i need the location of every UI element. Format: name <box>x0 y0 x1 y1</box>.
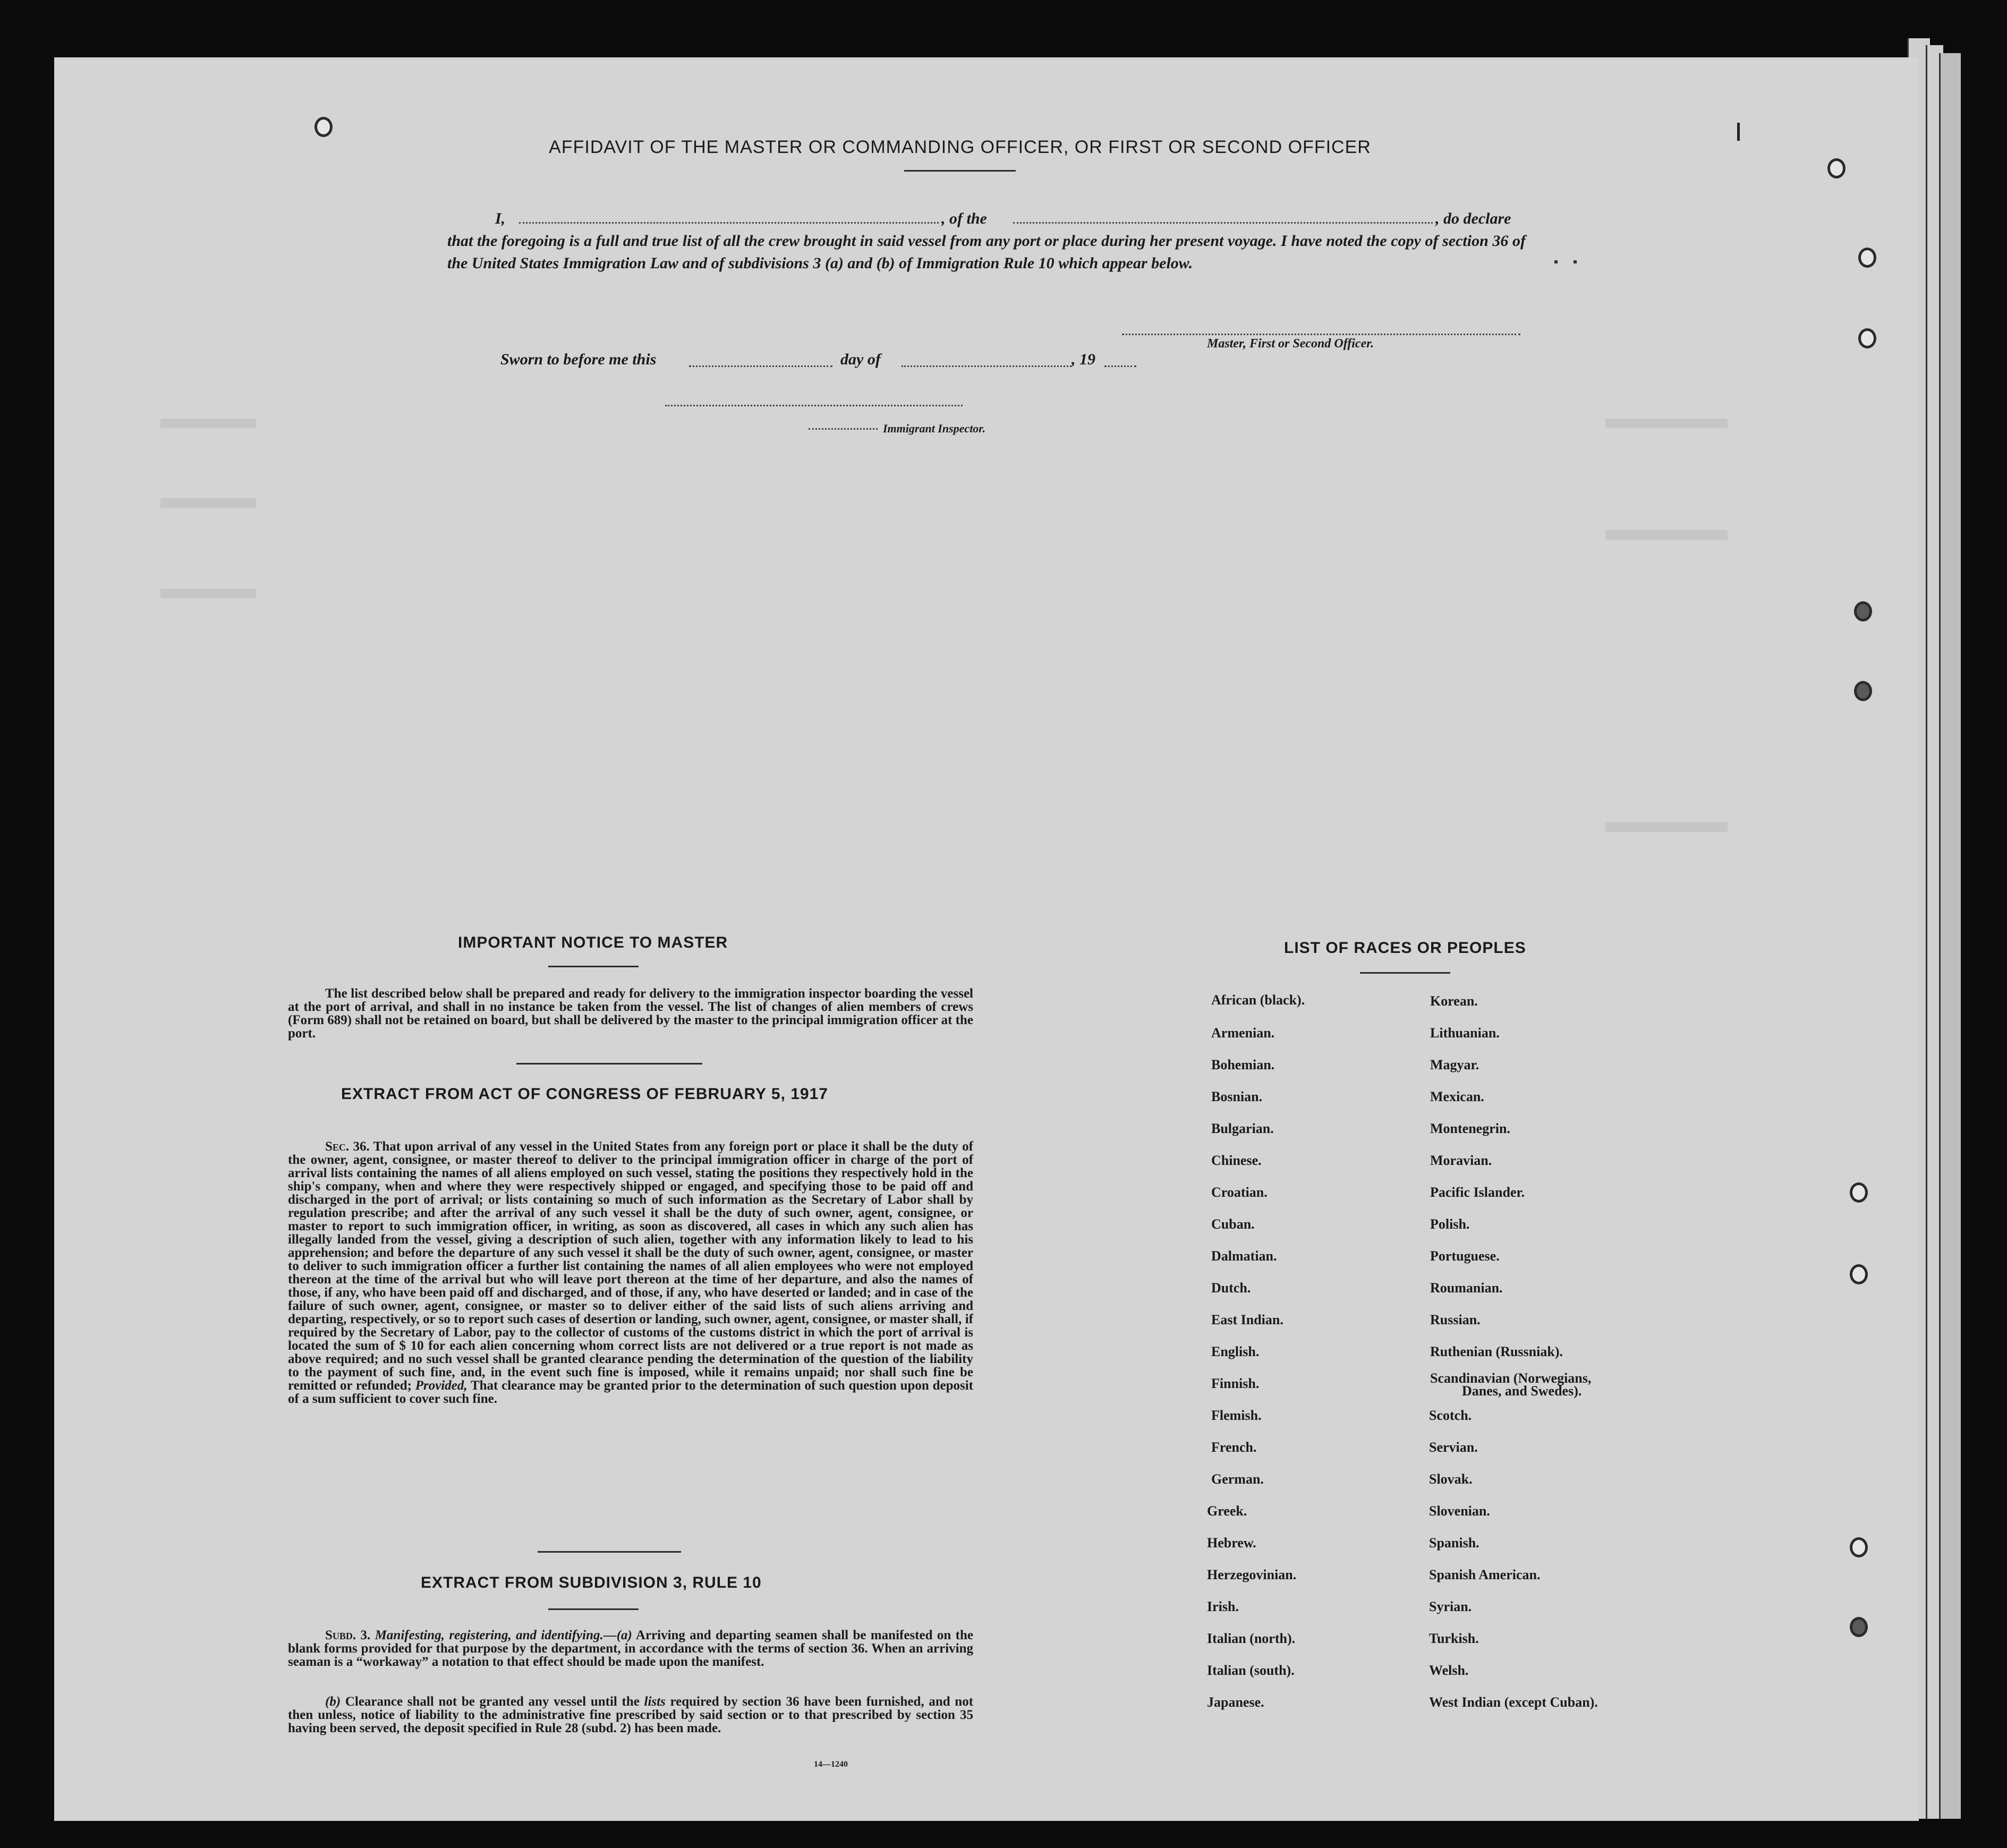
race-item: German. <box>1211 1471 1264 1487</box>
race-item: Hebrew. <box>1207 1535 1256 1551</box>
rule-subd-b <box>288 1695 973 1735</box>
b-label: (b) <box>325 1694 341 1709</box>
race-item: Danes, and Swedes). <box>1462 1383 1582 1399</box>
race-item: Magyar. <box>1430 1057 1479 1072</box>
notice-divider <box>548 966 639 967</box>
race-item: African (black). <box>1211 992 1305 1008</box>
race-item: Bosnian. <box>1211 1089 1263 1104</box>
race-item: Finnish. <box>1211 1376 1260 1391</box>
provided-text: That clearance may be granted prior to the determination of such question upon deposit of a sum sufficient to cover such fine. <box>288 1378 973 1406</box>
inspector-caption: Immigrant Inspector. <box>883 422 986 435</box>
a-label: (a) <box>616 1628 632 1642</box>
inspector-leader-dots <box>809 428 878 430</box>
section-label: Sec. 36. <box>325 1139 370 1154</box>
race-item: Welsh. <box>1429 1663 1469 1678</box>
race-item: Roumanian. <box>1430 1280 1503 1296</box>
act-text <box>288 1140 973 1406</box>
notice-bottom-rule <box>516 1063 702 1064</box>
act-heading: EXTRACT FROM ACT OF CONGRESS OF FEBRUARY 5, 1917 <box>341 1085 828 1103</box>
subd-title: Manifesting, registering, and identifying. <box>375 1628 603 1642</box>
signature-caption: Master, First or Second Officer. <box>1207 337 1374 351</box>
race-item: Russian. <box>1430 1312 1481 1327</box>
master-signature-field[interactable] <box>1122 334 1520 335</box>
race-item: Croatian. <box>1211 1185 1268 1200</box>
race-item: Chinese. <box>1211 1153 1262 1168</box>
form-number: 14—1240 <box>814 1760 848 1769</box>
race-item: French. <box>1211 1440 1257 1455</box>
of-the-label: , of the <box>941 210 987 227</box>
race-item: Dalmatian. <box>1211 1248 1277 1264</box>
rule-heading: EXTRACT FROM SUBDIVISION 3, RULE 10 <box>421 1574 762 1591</box>
notice-heading: IMPORTANT NOTICE TO MASTER <box>458 934 728 951</box>
year-label: , 19 <box>1071 351 1095 368</box>
race-item: Slovenian. <box>1429 1503 1490 1519</box>
sworn-label: Sworn to before me this <box>500 351 657 368</box>
race-item: West Indian (except Cuban). <box>1429 1694 1598 1710</box>
race-item: Mexican. <box>1430 1089 1484 1104</box>
race-item: English. <box>1211 1344 1260 1359</box>
race-item: Cuban. <box>1211 1216 1255 1232</box>
race-item: Pacific Islander. <box>1430 1185 1525 1200</box>
affidavit-title: AFFIDAVIT OF THE MASTER OR COMMANDING OFFICER, OR FIRST OR SECOND OFFICER <box>549 137 1371 157</box>
sworn-day-field[interactable] <box>689 365 832 367</box>
provided-label: Provided, <box>415 1378 467 1393</box>
declaration-line-1 <box>495 208 1531 231</box>
inspector-signature-field[interactable] <box>665 405 963 406</box>
stray-mark <box>1574 260 1577 263</box>
race-item: Servian. <box>1429 1440 1478 1455</box>
race-item: Flemish. <box>1211 1408 1262 1423</box>
notice-text: The list described below shall be prepared and ready for delivery to the immigration inspector boarding the vessel at the port of arrival, and shall in no instance be taken from the vessel. The list of changes of alien members of crews (Form 689) shall not be retained on board, but shall be delivered by the master to the principal immigration officer at the port. <box>288 986 973 1041</box>
bleed-through-marks <box>54 57 1919 1821</box>
race-item: Herzegovinian. <box>1207 1567 1297 1582</box>
day-of-label: day of <box>840 351 881 368</box>
race-item: Scandinavian (Norwegians, <box>1430 1370 1592 1386</box>
race-item: Dutch. <box>1211 1280 1251 1296</box>
stray-mark <box>1737 123 1740 141</box>
do-declare-label: , do declare <box>1435 210 1511 227</box>
race-item: Turkish. <box>1429 1631 1479 1646</box>
sworn-month-field[interactable] <box>902 365 1071 367</box>
page-edge <box>1939 53 1961 1819</box>
race-item: East Indian. <box>1211 1312 1283 1327</box>
rule-divider <box>548 1608 639 1610</box>
race-item: Polish. <box>1430 1216 1470 1232</box>
race-item: Slovak. <box>1429 1471 1473 1487</box>
race-item: Bohemian. <box>1211 1057 1275 1072</box>
act-bottom-rule <box>538 1551 681 1553</box>
race-item: Irish. <box>1207 1599 1239 1614</box>
vessel-field[interactable] <box>1013 222 1433 224</box>
title-divider <box>904 170 1016 172</box>
b-text-2: required by section 36 have been furnished, and not then unless, notice of liability to the administrative fine prescribed by said section or to that prescribed by section 35 having been served, the deposit specified in Rule 28 (subd. 2) has been made. <box>288 1694 974 1735</box>
race-item: Lithuanian. <box>1430 1025 1500 1041</box>
i-label: I, <box>495 210 506 227</box>
b-text-1: Clearance shall not be granted any vessel until the <box>345 1694 640 1709</box>
subd-label: Subd. 3. <box>325 1628 371 1642</box>
race-item: Moravian. <box>1430 1153 1492 1168</box>
race-item: Montenegrin. <box>1430 1121 1510 1136</box>
a-text: Arriving and departing seamen shall be manifested on the blank forms provided for that purpose by the department, in accordance with the terms of section 36. When an arriving seaman is a “workaway” a notation to that effect should be made upon the manifest. <box>288 1628 973 1669</box>
race-item: Italian (north). <box>1207 1631 1296 1646</box>
declaration-text: that the foregoing is a full and true list of all the crew brought in said vessel from any port or place during her present voyage. I have noted the copy of section 36 of the United States Immigration Law and of subdivisions 3 (a) and (b) of Immigration Rule 10 which appear below. <box>447 232 1526 272</box>
race-item: Greek. <box>1207 1503 1247 1519</box>
race-item: Ruthenian (Russniak). <box>1430 1344 1563 1359</box>
race-item: Armenian. <box>1211 1025 1275 1041</box>
section-36-text: That upon arrival of any vessel in the United States from any foreign port or place it shall be the duty of the owner, agent, consignee, or master thereof to deliver to the principal immigration officer in charge of the port of arrival lists containing the names of all aliens employed on such vessel, stating the positions they respectively hold in the ship's company, when and where they were respectively shipped or engaged, and specifying those to be paid off and discharged in the port of arrival; or lists containing so much of such information as the Secretary of Labor shall by regulation prescribe; and after the arrival of any such vessel it shall be the duty of such owner, agent, consignee, or master to report to such immigration officer, in writing, as soon as discovered, all cases in which any such alien has illegally landed from the vessel, giving a description of such alien, together with any information likely to lead to his apprehension; and before the departure of any such vessel it shall be the duty of such owner, agent, consignee, or master to deliver to such immigration officer a further list containing the names of all alien employees who were not employed thereon at the time of the arrival but who will leave port thereon at the time of her departure, and also the names of those, if any, who have been paid off and discharged, and of those, if any, who have deserted or landed; and in case of the failure of such owner, agent, consignee, or master so to deliver either of the said lists of such aliens arriving and departing, respectively, or so to report such cases of desertion or landing, such owner, agent, consignee, or master shall, if required by the Secretary of Labor, pay to the collector of customs of the customs district in which the port of arrival is located the sum of $ 10 for each alien concerning whom correct lists are not delivered or a true report is not made as above required; and no such vessel shall be granted clearance pending the determination of the question of the liability to the payment of such fine, and, in the event such fine is imposed, while it remains unpaid; nor shall such fine be remitted or refunded; <box>288 1139 973 1393</box>
document-page <box>54 57 1919 1821</box>
name-field[interactable] <box>519 222 939 224</box>
races-heading: LIST OF RACES OR PEOPLES <box>1284 939 1526 957</box>
b-lists: lists <box>644 1694 666 1709</box>
race-item: Syrian. <box>1429 1599 1472 1614</box>
race-item: Bulgarian. <box>1211 1121 1274 1136</box>
race-item: Spanish. <box>1429 1535 1479 1551</box>
race-item: Japanese. <box>1207 1694 1264 1710</box>
races-divider <box>1360 972 1450 974</box>
stray-mark <box>1554 260 1558 263</box>
race-item: Spanish American. <box>1429 1567 1541 1582</box>
race-item: Scotch. <box>1429 1408 1472 1423</box>
rule-subd-a: Subd. 3. Manifesting, registering, and identifying.—(a) Arriving and departing seamen shall be manifested on the blank forms provided for that purpose by the department, in accordance with the terms of section 36. When an arriving seaman is a “workaway” a notation to that effect should be made upon the manifest. <box>288 1628 973 1669</box>
race-item: Portuguese. <box>1430 1248 1500 1264</box>
race-item: Italian (south). <box>1207 1663 1295 1678</box>
sworn-year-field[interactable] <box>1104 365 1136 367</box>
race-item: Korean. <box>1430 993 1478 1009</box>
